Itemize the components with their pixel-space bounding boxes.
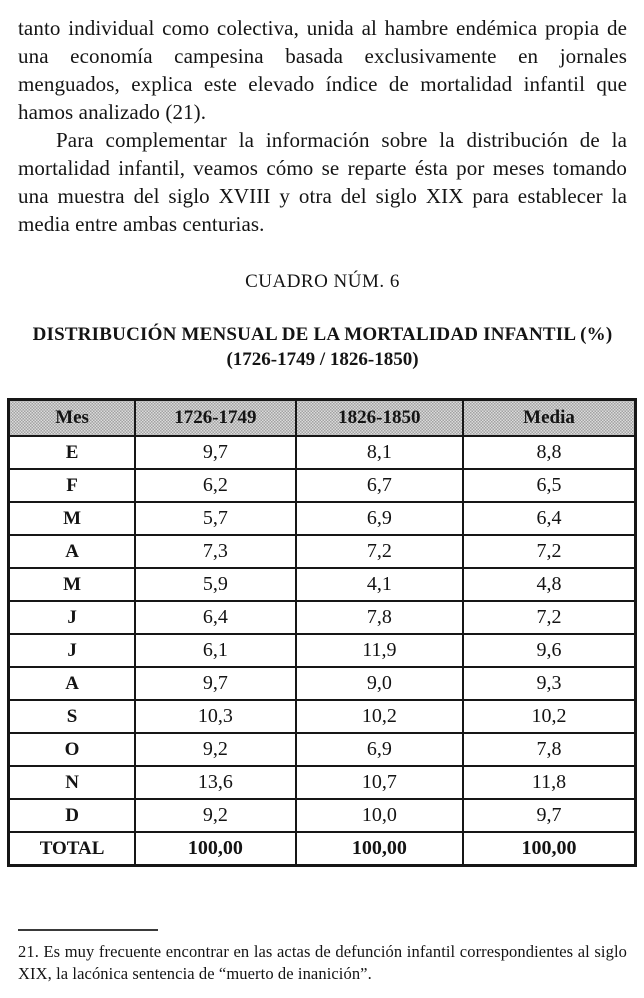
body-paragraph-2: Para complementar la información sobre la distribución de la mortalidad infantil, veamos cómo se reparte ésta por meses tomando una muestra del siglo XVIII y otra del siglo XIX para establecer la media entre ambas centurias. bbox=[18, 128, 627, 236]
table-cell: 7,2 bbox=[463, 601, 635, 634]
table-cell: TOTAL bbox=[9, 832, 136, 866]
table-caption: CUADRO NÚM. 6 bbox=[245, 271, 400, 292]
table-cell: 10,7 bbox=[296, 766, 463, 799]
table-row bbox=[9, 502, 636, 535]
table-cell: 10,2 bbox=[463, 700, 635, 733]
table-header-cell: Media bbox=[463, 400, 635, 437]
table-total-row bbox=[9, 832, 636, 866]
table-cell: 7,3 bbox=[135, 535, 296, 568]
table-row bbox=[9, 568, 636, 601]
table-header bbox=[9, 400, 636, 437]
table-cell: A bbox=[9, 667, 136, 700]
table-row bbox=[9, 634, 636, 667]
table-row bbox=[9, 469, 636, 502]
table-cell: 100,00 bbox=[463, 832, 635, 866]
table-cell: 6,9 bbox=[296, 733, 463, 766]
table-cell: 9,0 bbox=[296, 667, 463, 700]
table-row bbox=[9, 436, 636, 469]
footnote-block bbox=[18, 929, 627, 985]
table-row bbox=[9, 667, 636, 700]
table-cell: 8,8 bbox=[463, 436, 635, 469]
table-cell: J bbox=[9, 601, 136, 634]
table-cell: 13,6 bbox=[135, 766, 296, 799]
table-cell: 9,3 bbox=[463, 667, 635, 700]
table-cell: S bbox=[9, 700, 136, 733]
table-cell: 100,00 bbox=[296, 832, 463, 866]
table-header-cell: 1726-1749 bbox=[135, 400, 296, 437]
table-cell: 7,2 bbox=[296, 535, 463, 568]
footnote-divider bbox=[18, 929, 158, 931]
table-cell: 6,7 bbox=[296, 469, 463, 502]
table-cell: 6,5 bbox=[463, 469, 635, 502]
table-row bbox=[9, 799, 636, 832]
table-header-cell: Mes bbox=[9, 400, 136, 437]
table-cell: 9,7 bbox=[135, 436, 296, 469]
table-row bbox=[9, 700, 636, 733]
body-paragraph-1: tanto individual como colectiva, unida al hambre endémica propia de una economía campesina basada exclusivamente en jornales menguados, explica este elevado índice de mortalidad infantil que hamos analizado (21). bbox=[18, 16, 627, 124]
table-row bbox=[9, 601, 636, 634]
table-header-row bbox=[9, 400, 636, 437]
table-cell: 6,2 bbox=[135, 469, 296, 502]
table-cell: 9,2 bbox=[135, 799, 296, 832]
table-cell: 9,7 bbox=[135, 667, 296, 700]
table-cell: 6,4 bbox=[463, 502, 635, 535]
table-row bbox=[9, 766, 636, 799]
table-cell: 10,2 bbox=[296, 700, 463, 733]
table-cell: 10,0 bbox=[296, 799, 463, 832]
table-cell: 11,9 bbox=[296, 634, 463, 667]
table-cell: 8,1 bbox=[296, 436, 463, 469]
table-cell: 9,7 bbox=[463, 799, 635, 832]
table-cell: M bbox=[9, 568, 136, 601]
table-header-cell: 1826-1850 bbox=[296, 400, 463, 437]
table-cell: 6,1 bbox=[135, 634, 296, 667]
table-subtitle: (1726-1749 / 1826-1850) bbox=[226, 349, 419, 370]
table-cell: N bbox=[9, 766, 136, 799]
mortality-table-container bbox=[7, 398, 637, 867]
table-cell: 10,3 bbox=[135, 700, 296, 733]
footnote-text: 21. Es muy frecuente encontrar en las actas de defunción infantil correspondientes al siglo XIX, la lacónica sentencia de “muerto de inanición”. bbox=[18, 942, 627, 983]
table-row bbox=[9, 733, 636, 766]
table-cell: O bbox=[9, 733, 136, 766]
table-cell: 9,6 bbox=[463, 634, 635, 667]
table-cell: 11,8 bbox=[463, 766, 635, 799]
table-cell: 4,1 bbox=[296, 568, 463, 601]
table-cell: 7,8 bbox=[463, 733, 635, 766]
table-cell: A bbox=[9, 535, 136, 568]
table-cell: M bbox=[9, 502, 136, 535]
table-cell: 5,9 bbox=[135, 568, 296, 601]
table-cell: 6,9 bbox=[296, 502, 463, 535]
table-cell: 6,4 bbox=[135, 601, 296, 634]
table-cell: 7,2 bbox=[463, 535, 635, 568]
table-cell: 9,2 bbox=[135, 733, 296, 766]
table-cell: 100,00 bbox=[135, 832, 296, 866]
table-cell: 5,7 bbox=[135, 502, 296, 535]
table-cell: J bbox=[9, 634, 136, 667]
table-row bbox=[9, 535, 636, 568]
table-cell: 4,8 bbox=[463, 568, 635, 601]
mortality-table bbox=[7, 398, 637, 867]
table-title: DISTRIBUCIÓN MENSUAL DE LA MORTALIDAD INFANTIL (%) bbox=[32, 324, 613, 345]
table-cell: F bbox=[9, 469, 136, 502]
table-body bbox=[9, 436, 636, 866]
table-cell: D bbox=[9, 799, 136, 832]
table-cell: E bbox=[9, 436, 136, 469]
table-cell: 7,8 bbox=[296, 601, 463, 634]
